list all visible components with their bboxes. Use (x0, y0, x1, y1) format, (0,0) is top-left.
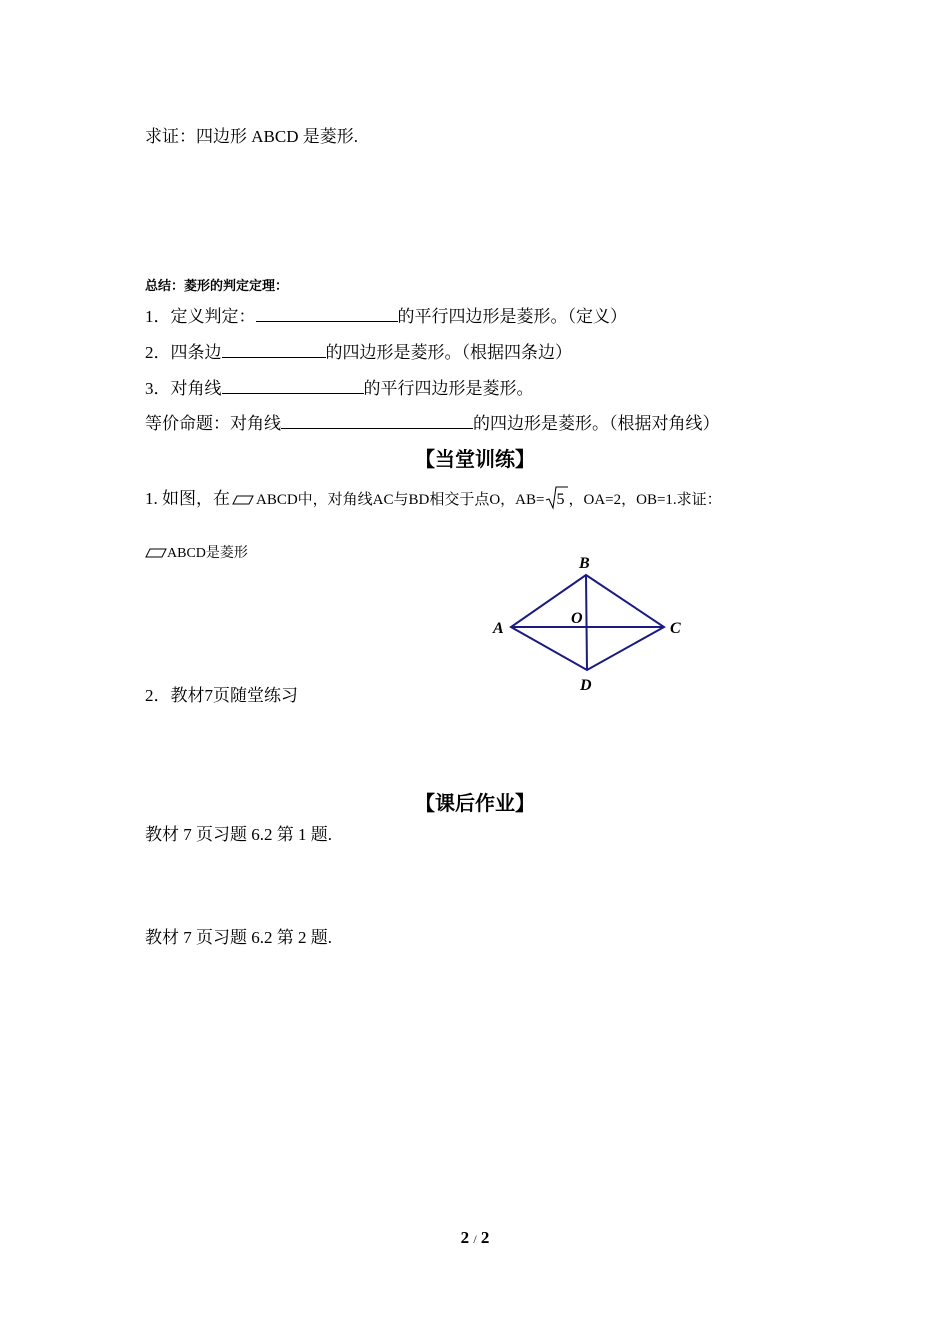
summary-item-1 (145, 304, 627, 327)
homework-line-2: 教材 7 页习题 6.2 第 2 题. (145, 928, 332, 947)
vertex-label-a: A (493, 620, 504, 637)
question-1-conclusion: ABCD是菱形 (167, 546, 248, 561)
parallelogram-icon (145, 544, 167, 563)
center-label-o: O (571, 610, 583, 627)
summary-title: 总结：菱形的判定定理： (145, 278, 289, 293)
rhombus-figure (480, 548, 700, 698)
answer-blank-1[interactable] (256, 304, 398, 322)
answer-blank-3[interactable] (222, 376, 364, 394)
question-1-text: ABCD中，对角线AC与BD相交于点O，AB= (256, 492, 545, 508)
practice-question-2: 2．教材7页随堂练习 (145, 686, 298, 705)
page-number (0, 1228, 950, 1248)
sqrt-expression (544, 484, 568, 510)
summary-item-3-suffix: 的平行四边形是菱形。 (363, 379, 534, 398)
summary-item-3-prefix: 3．对角线 (145, 379, 222, 398)
prove-statement: 求证：四边形 ABCD 是菱形. (145, 127, 358, 146)
practice-heading: 【当堂训练】 (415, 447, 535, 471)
summary-item-3 (145, 376, 534, 399)
summary-equivalent-suffix: 的四边形是菱形。（根据对角线） (473, 414, 720, 433)
summary-item-1-prefix: 1．定义判定： (145, 307, 256, 326)
page-current: 2 (460, 1228, 470, 1247)
homework-heading: 【课后作业】 (415, 791, 535, 815)
vertex-label-b: B (579, 555, 590, 572)
summary-equivalent-prefix: 等价命题：对角线 (145, 414, 281, 433)
practice-question-1-line-2 (145, 542, 248, 563)
answer-blank-2[interactable] (222, 340, 326, 358)
page-separator: / (473, 1232, 477, 1246)
vertex-label-d: D (580, 677, 592, 694)
sqrt-radicand: 5 (556, 491, 565, 508)
question-1-number: 1. 如图，在 (145, 489, 230, 508)
practice-question-1 (145, 484, 722, 510)
question-1-end: ，OA=2，OB=1.求证： (568, 492, 722, 508)
diagonal-bd (586, 575, 587, 670)
summary-item-1-suffix: 的平行四边形是菱形。（定义） (397, 307, 627, 326)
page-total: 2 (480, 1228, 490, 1247)
summary-equivalent (145, 411, 720, 434)
answer-blank-4[interactable] (281, 411, 473, 429)
summary-item-2-suffix: 的四边形是菱形。（根据四条边） (325, 343, 572, 362)
summary-item-2-prefix: 2．四条边 (145, 343, 222, 362)
summary-item-2 (145, 340, 572, 363)
homework-line-1: 教材 7 页习题 6.2 第 1 题. (145, 825, 332, 844)
vertex-label-c: C (670, 620, 681, 637)
parallelogram-icon (232, 490, 254, 510)
